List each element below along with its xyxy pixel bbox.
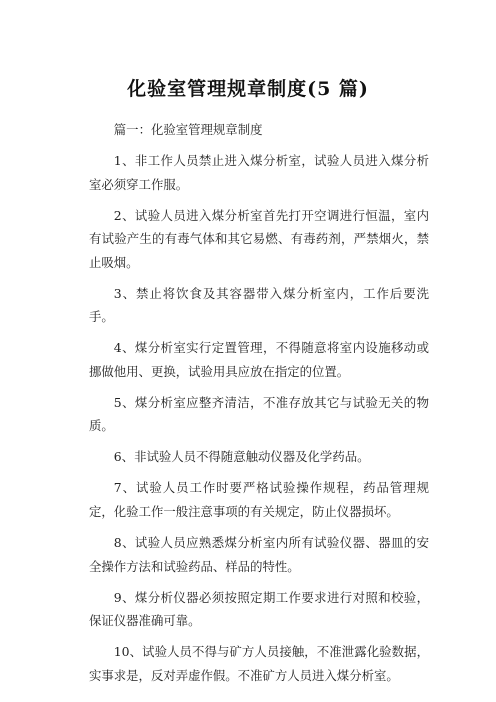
rule-paragraph: 9、煤分析仪器必须按照定期工作要求进行对照和校验，保证仪器准确可靠。 [89, 589, 429, 629]
rule-paragraph: 8、试验人员应熟悉煤分析室内所有试验仪器、器皿的安全操作方法和试验药品、样品的特性。 [89, 535, 429, 574]
section-heading: 篇一：化验室管理规章制度 [113, 122, 263, 137]
rule-paragraph: 6、非试验人员不得随意触动仪器及化学药品。 [113, 449, 370, 465]
rule-paragraph: 2、试验人员进入煤分析室首先打开空调进行恒温，室内有试验产生的有毒气体和其它易燃、有毒药剂，严禁烟火，禁止吸烟。 [89, 207, 429, 270]
document-title: 化验室管理规章制度(5 篇) [127, 78, 369, 100]
rule-paragraph: 10、试验人员不得与矿方人员接触，不准泄露化验数据，实事求是，反对弄虚作假。不准矿方人员进入煤分析室。 [89, 644, 429, 683]
rule-paragraph: 5、煤分析室应整齐清洁，不准存放其它与试验无关的物质。 [89, 394, 429, 434]
rule-paragraph: 7、试验人员工作时要严格试验操作规程，药品管理规定，化验工作一般注意事项的有关规定，防止仪器损坏。 [89, 480, 429, 520]
rule-paragraph: 3、禁止将饮食及其容器带入煤分析室内，工作后要洗手。 [89, 285, 429, 325]
rule-paragraph: 1、非工作人员禁止进入煤分析室，试验人员进入煤分析室必须穿工作服。 [89, 152, 429, 192]
document-body [89, 118, 429, 695]
rule-paragraph: 4、煤分析室实行定置管理，不得随意将室内设施移动或挪做他用、更换，试验用具应放在指定的位置。 [89, 340, 429, 379]
